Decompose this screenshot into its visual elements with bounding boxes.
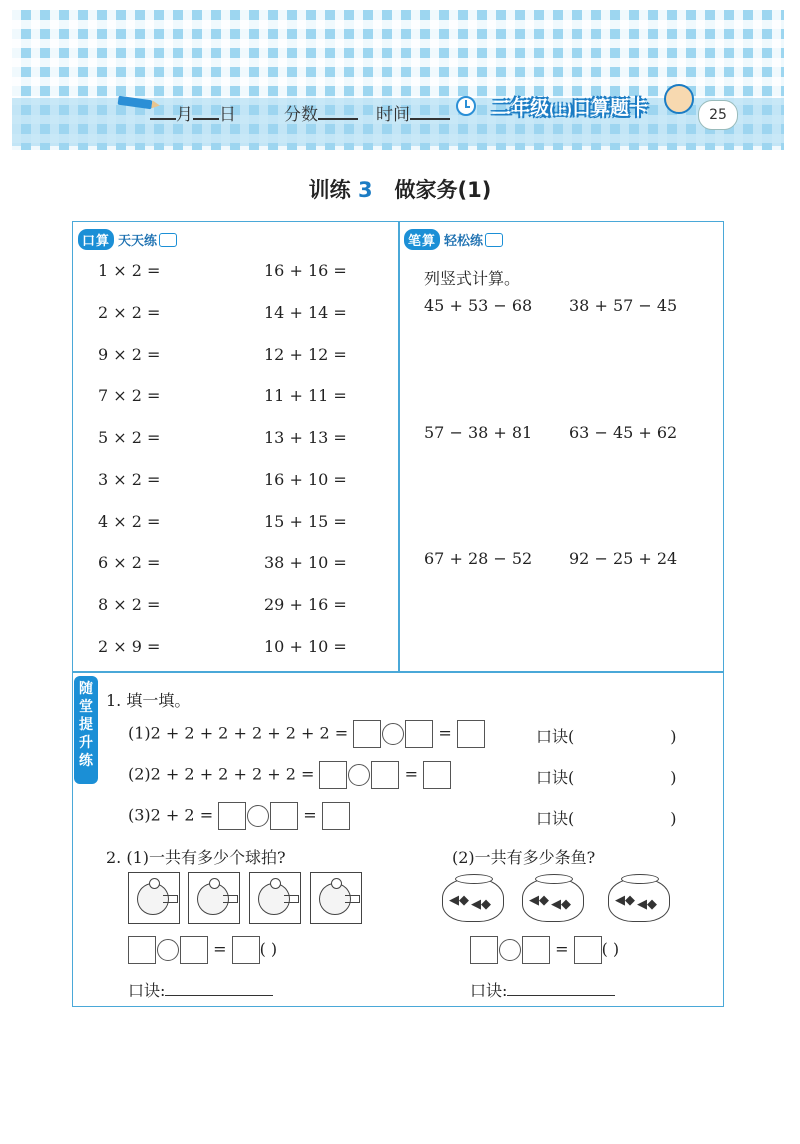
q2-part1-answer: = ( ) [128,936,277,964]
answer-box[interactable] [457,720,485,748]
fish-icon: ◀◆ [529,893,549,908]
fish-icon: ◀◆ [449,893,469,908]
q2-part1-koujue[interactable]: 口诀: [128,978,273,1001]
q2-part2-answer: = ( ) [470,936,619,964]
written-problem: 38 + 57 − 45 [569,296,678,315]
answer-box[interactable] [371,761,399,789]
operator-circle[interactable] [382,723,404,745]
oral-problem: 1 × 2 = [98,261,161,280]
answer-box[interactable] [574,936,602,964]
fishbowl-icon [522,878,584,922]
oral-problem: 38 + 10 = [264,553,347,572]
fish-icon: ◀◆ [637,897,657,912]
oral-problem: 15 + 15 = [264,512,347,531]
koujue-field[interactable]: 口诀( ) [536,809,677,828]
q2-part2-koujue[interactable]: 口诀: [470,978,615,1001]
header-banner [12,10,784,150]
answer-box[interactable] [322,802,350,830]
oral-problem: 11 + 11 = [264,386,347,405]
oral-problem: 13 + 13 = [264,428,347,447]
oral-problem: 14 + 14 = [264,303,347,322]
q2-part1-title: 2. (1)一共有多少个球拍? [106,848,286,867]
written-problem: 63 − 45 + 62 [569,423,678,442]
unit-field[interactable]: ( ) [601,939,620,959]
written-problem: 45 + 53 − 68 [424,296,533,315]
clock-icon [456,96,476,116]
oral-problem: 3 × 2 = [98,470,161,489]
answer-box[interactable] [522,936,550,964]
page-number: 25 [698,100,738,130]
oral-problem: 6 × 2 = [98,553,161,572]
written-problem: 67 + 28 − 52 [424,549,533,568]
koujue-field[interactable]: 口诀( ) [536,768,677,787]
book-icon [159,233,177,247]
oral-problem: 8 × 2 = [98,595,161,614]
written-tag: 笔算 轻松练 [404,229,503,250]
fish-icon: ◀◆ [615,893,635,908]
answer-box[interactable] [218,802,246,830]
answer-box[interactable] [353,720,381,748]
oral-problem: 10 + 10 = [264,637,347,656]
oral-problem: 2 × 2 = [98,303,161,322]
answer-box[interactable] [270,802,298,830]
oral-problem: 29 + 16 = [264,595,347,614]
operator-circle[interactable] [247,805,269,827]
racket-icon [188,872,240,924]
page-title: 训练 3 做家务(1) [308,178,492,202]
date-field [150,100,236,125]
written-problem: 57 − 38 + 81 [424,423,533,442]
answer-box[interactable] [405,720,433,748]
unit-field[interactable]: ( ) [259,939,278,959]
book-icon [485,233,503,247]
racket-icon [128,872,180,924]
day-label: 日 [219,105,236,125]
operator-circle[interactable] [348,764,370,786]
oral-problem: 16 + 16 = [264,261,347,280]
score-label: 分数 [284,105,318,125]
q1-item: (3)2 + 2 = = [128,802,350,830]
time-label: 时间 [376,105,410,125]
month-label: 月 [176,105,193,125]
racket-icon [310,872,362,924]
q1-title: 1. 填一填。 [106,691,191,710]
oral-problem: 7 × 2 = [98,386,161,405]
oral-problem: 5 × 2 = [98,428,161,447]
q2-part2-title: (2)一共有多少条鱼? [452,848,596,867]
q1-item: (1)2 + 2 + 2 + 2 + 2 + 2 = = [128,720,485,748]
q1-item: (2)2 + 2 + 2 + 2 + 2 = = [128,761,451,789]
operator-circle[interactable] [499,939,521,961]
answer-box[interactable] [128,936,156,964]
oral-problem: 2 × 9 = [98,637,161,656]
time-field [376,100,450,125]
practice-side-tag: 随 堂 提 升 练 [74,676,98,784]
brand-logo: 二年级(上)口算题卡 [492,97,649,119]
fishbowl-icon [608,878,670,922]
answer-box[interactable] [423,761,451,789]
score-field [284,100,358,125]
racket-icon [249,872,301,924]
oral-problem: 4 × 2 = [98,512,161,531]
oral-problem: 9 × 2 = [98,345,161,364]
written-instruction: 列竖式计算。 [424,269,521,288]
oral-problem: 16 + 10 = [264,470,347,489]
mascot-icon [664,84,694,114]
written-problem: 92 − 25 + 24 [569,549,678,568]
fish-icon: ◀◆ [551,897,571,912]
koujue-field[interactable]: 口诀( ) [536,727,677,746]
answer-box[interactable] [470,936,498,964]
oral-tag: 口算 天天练 [78,229,177,250]
oral-problem: 12 + 12 = [264,345,347,364]
answer-box[interactable] [232,936,260,964]
fishbowl-icon [442,878,504,922]
operator-circle[interactable] [157,939,179,961]
fish-icon: ◀◆ [471,897,491,912]
answer-box[interactable] [180,936,208,964]
answer-box[interactable] [319,761,347,789]
